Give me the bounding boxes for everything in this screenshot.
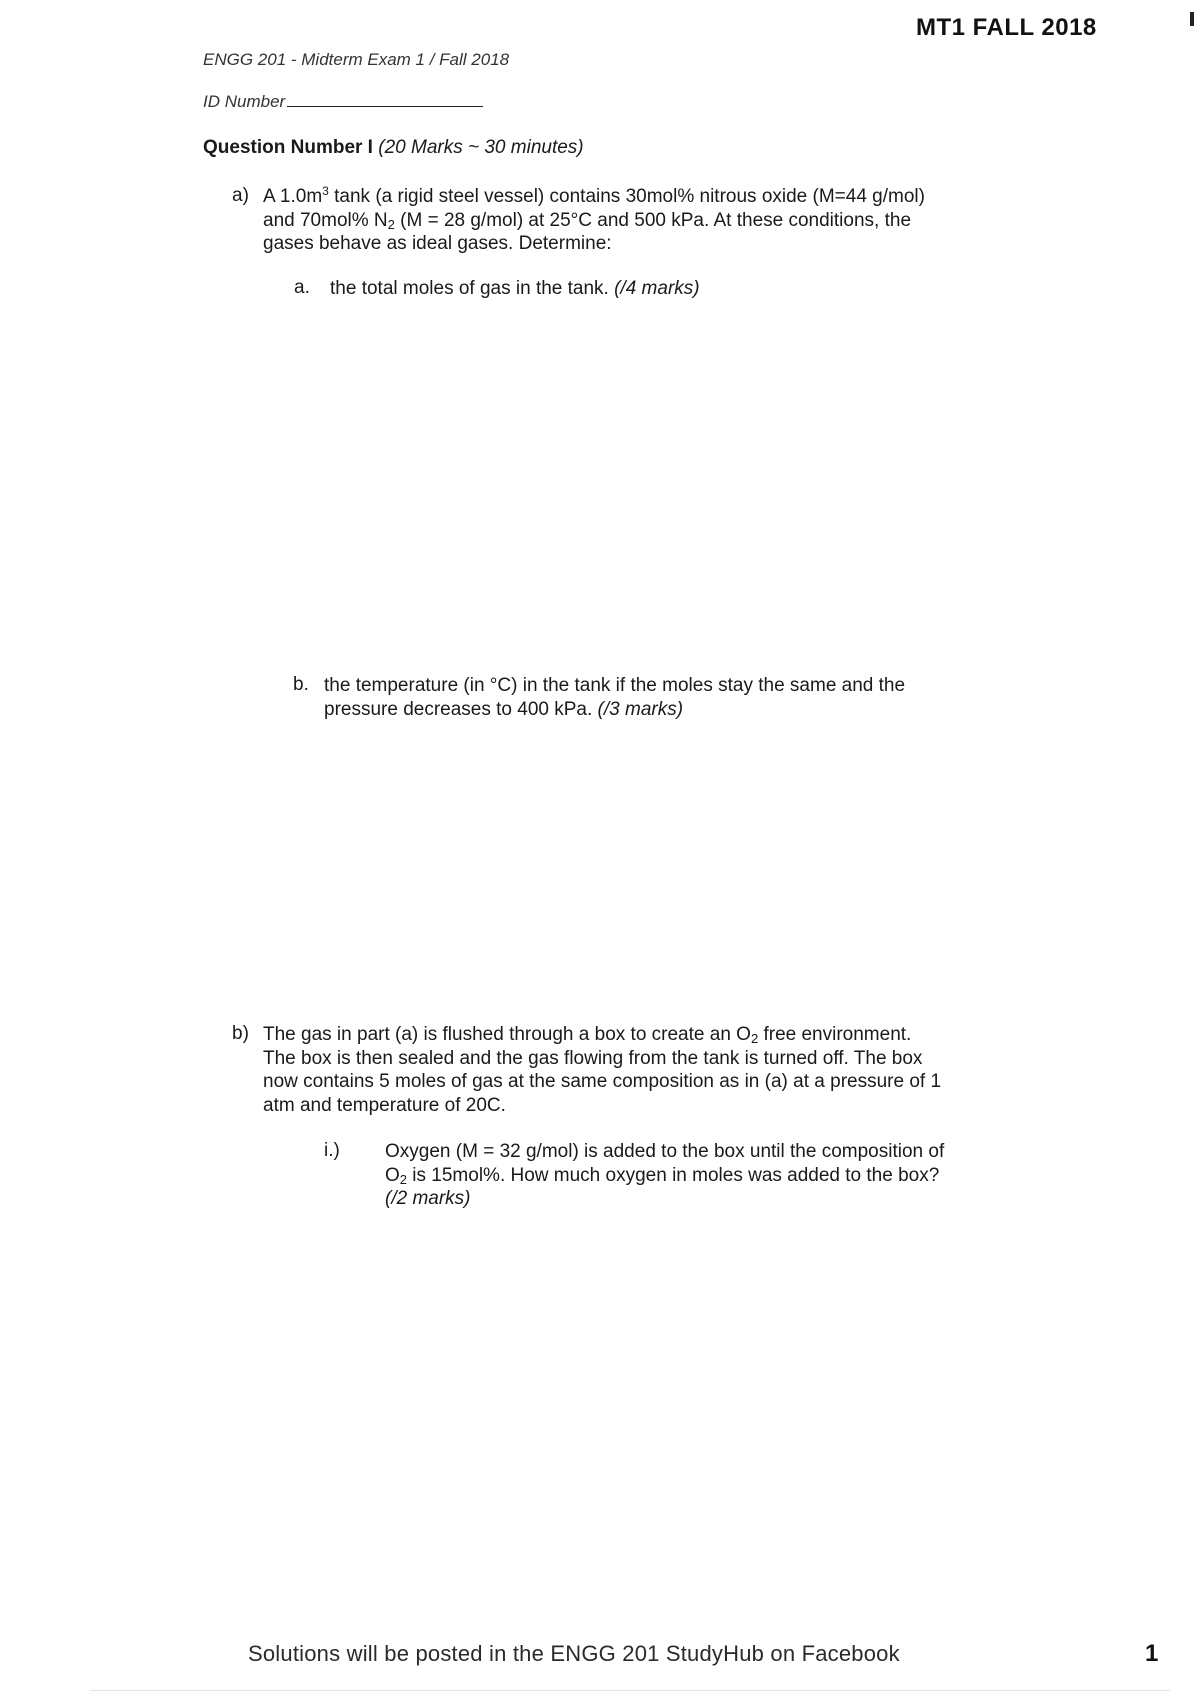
n2-subscript: 2	[387, 216, 395, 232]
sub-b-line-2	[324, 698, 905, 722]
part-a-label: a)	[232, 185, 249, 206]
sub-a-marks: (/4 marks)	[614, 278, 700, 299]
part-a-statement	[263, 185, 925, 256]
o2-subscript: 2	[750, 1031, 759, 1046]
part-b-line-1-pre: The gas in part (a) is flushed through a box to create an O	[263, 1024, 751, 1045]
sub-b-question	[324, 674, 905, 721]
sub-i-line-2-pre: O	[385, 1164, 400, 1186]
id-number-blank-line	[287, 92, 483, 107]
sub-b-label: b.	[293, 674, 309, 695]
part-a-line-3: gases behave as ideal gases. Determine:	[263, 233, 612, 254]
question-number-label: Question Number I	[203, 137, 373, 158]
sub-i-line-1: Oxygen (M = 32 g/mol) is added to the box until the composition of	[385, 1141, 945, 1162]
part-b-line-3: now contains 5 moles of gas at the same composition as in (a) at a pressure of 1	[263, 1071, 942, 1092]
part-b-line-1	[263, 1023, 941, 1047]
part-a-line-2-pre: and 70mol% N	[263, 209, 388, 231]
part-a-line-2-post: (M = 28 g/mol) at 25°C and 500 kPa. At these conditions, the	[394, 209, 912, 231]
sub-i-question	[385, 1140, 944, 1211]
sub-i-line-2-post: is 15mol%. How much oxygen in moles was added to the box?	[407, 1164, 940, 1186]
id-number-field	[203, 92, 483, 112]
sub-i-line-2	[385, 1164, 944, 1188]
course-title: ENGG 201 - Midterm Exam 1 / Fall 2018	[203, 50, 510, 69]
sub-b-marks: (/3 marks)	[597, 698, 684, 720]
volume-superscript: 3	[322, 184, 329, 198]
part-b-line-4: atm and temperature of 20C.	[263, 1094, 506, 1116]
part-b-label: b)	[232, 1023, 249, 1044]
question-marks-time: (20 Marks ~ 30 minutes)	[372, 137, 584, 158]
page-edge-mark	[1190, 12, 1194, 26]
id-number-label: ID Number	[203, 92, 286, 111]
sub-a-text: the total moles of gas in the tank.	[330, 278, 615, 299]
sub-i-o2-subscript: 2	[399, 1171, 408, 1187]
sub-a-question	[330, 277, 700, 301]
part-b-statement	[263, 1023, 941, 1117]
sub-a-label: a.	[294, 277, 310, 298]
part-a-line-1-pre: A 1.0m	[263, 186, 323, 207]
bottom-scan-edge	[90, 1690, 1170, 1691]
sub-b-line-1: the temperature (in °C) in the tank if the moles stay the same and the	[324, 675, 906, 696]
question-title	[203, 137, 584, 159]
part-a-line-1-post: tank (a rigid steel vessel) contains 30mol% nitrous oxide (M=44 g/mol)	[328, 186, 925, 207]
sub-b-line-2-text: pressure decreases to 400 kPa.	[324, 698, 598, 720]
part-b-line-2: The box is then sealed and the gas flowing from the tank is turned off. The box	[263, 1047, 923, 1069]
footer-note: Solutions will be posted in the ENGG 201 StudyHub on Facebook	[248, 1641, 900, 1666]
exam-code-header: MT1 FALL 2018	[916, 14, 1097, 41]
part-a-line-2	[263, 209, 925, 233]
part-a-line-1	[263, 185, 925, 209]
sub-i-marks: (/2 marks)	[385, 1188, 471, 1209]
page-number: 1	[1145, 1640, 1159, 1667]
sub-i-label: i.)	[324, 1140, 340, 1161]
part-b-line-1-post: free environment.	[758, 1024, 912, 1045]
